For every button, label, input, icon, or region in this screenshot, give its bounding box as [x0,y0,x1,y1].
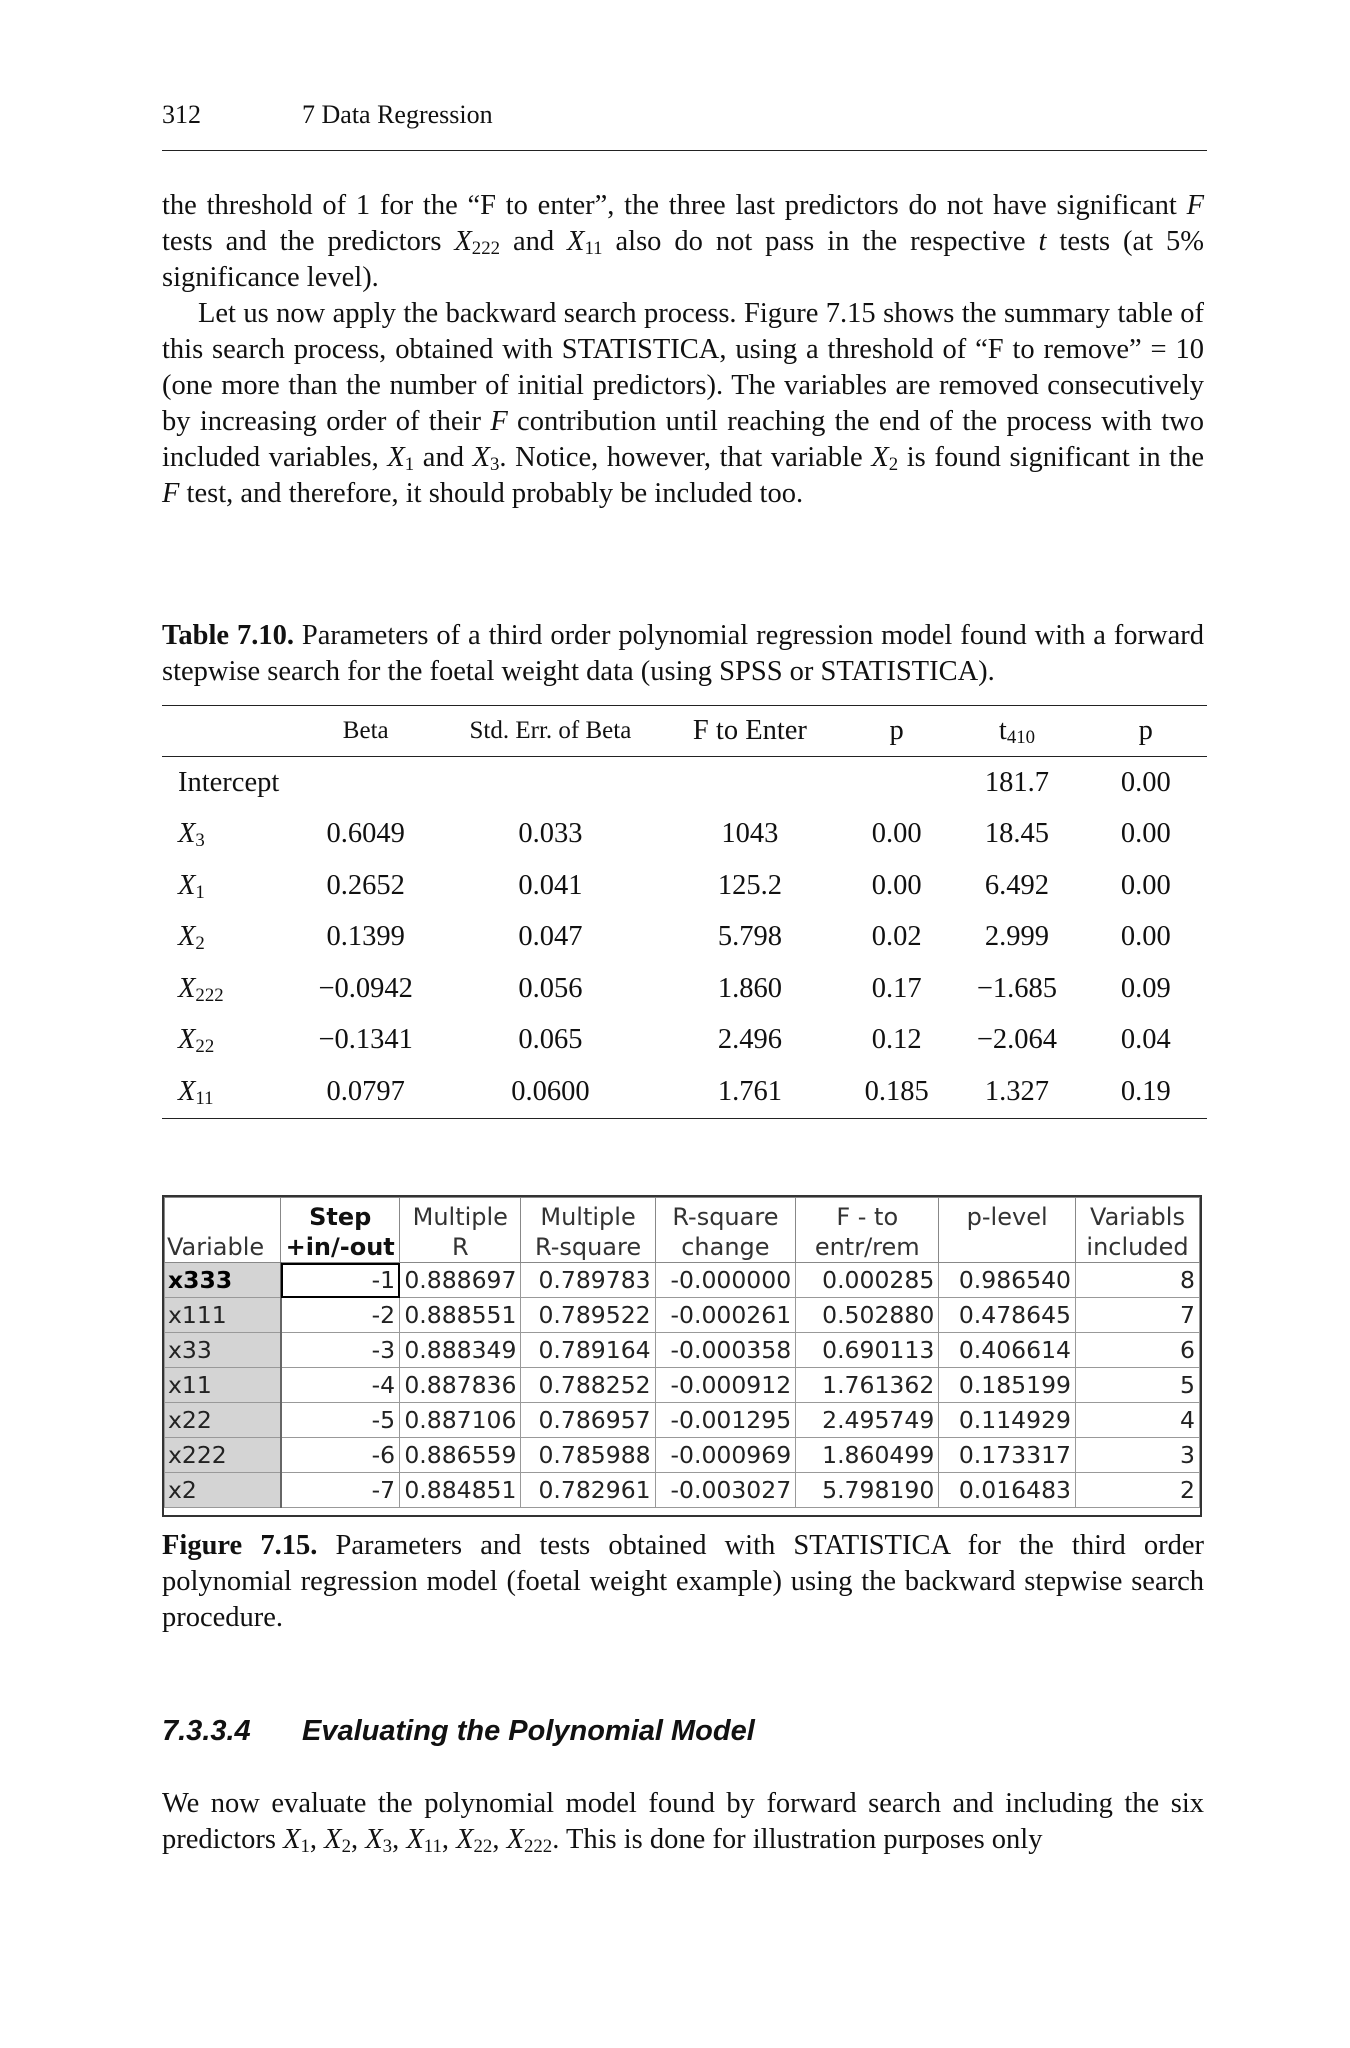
grid-row[interactable] [165,1403,1200,1438]
table-cell: 0.033 [518,818,583,850]
paragraph-3: We now evaluate the polynomial model found by forward search and including the six predictors $X_1$, $X_2$, $X_3$, $X_{11}$, $X_{22}$, $X_{222}$. This is done for illustration purposes only [162,1788,1204,1858]
page-number: 312 [162,100,201,129]
figure-7-15-statistica-grid [162,1195,1202,1517]
table-cell: 0.00 [1120,766,1171,798]
multiple-r-cell[interactable]: 0.887106 [400,1403,521,1438]
grid-header-variable[interactable]: Variable [165,1198,281,1263]
table-cell [844,757,950,809]
grid-row[interactable] [165,1438,1200,1473]
f-cell[interactable]: 5.798190 [796,1473,939,1508]
p-level-cell[interactable]: 0.478645 [939,1298,1076,1333]
table-caption: Table 7.10. Parameters of a third order polynomial regression model found with a forward stepwise search for the foetal weight data (using SPSS or STATISTICA). [162,620,1204,687]
paragraph-2: Let us now apply the backward search process. Figure 7.15 shows the summary table of this search process, obtained with STATISTICA, using a threshold of “F to remove” = 10 (one more than the number of initial predictors). The variables are removed consecutively by increasing order of their F contribution until reaching the end of the process with two included variables, $X_1$ and $X_3$. Notice, however, that variable $X_2$ is found significant in the F test, and therefore, it should probably be included too. [162,298,1205,509]
table-cell: 0.02 [871,921,922,953]
table-cell: 0.065 [518,1024,583,1056]
grid-row[interactable] [165,1333,1200,1368]
rsq-change-cell[interactable]: -0.000912 [655,1368,796,1403]
row-label: $X_{222}$ [178,972,224,1006]
grid-row-variable[interactable]: x33 [165,1333,281,1368]
grid-row-variable[interactable]: x22 [165,1403,281,1438]
paragraph-1: the threshold of 1 for the “F to enter”, the three last predictors do not have significant F tests and the predictors $X_{222}$ and $X_{11}$ also do not pass in the respective t tests (at 5% significance level). [162,190,1205,293]
rsq-change-cell[interactable]: -0.000969 [655,1438,796,1473]
f-cell[interactable]: 0.690113 [796,1333,939,1368]
f-cell[interactable]: 0.000285 [796,1263,939,1298]
section-title: Evaluating the Polynomial Model [302,1715,755,1747]
table-cell: 0.2652 [326,869,405,901]
table-row [162,1066,1207,1118]
row-label: Intercept [178,766,280,798]
rsq-change-cell[interactable]: -0.001295 [655,1403,796,1438]
table-cell: 2.999 [984,921,1050,953]
rsq-change-cell[interactable]: -0.000358 [655,1333,796,1368]
table-row [162,912,1207,964]
step-cell[interactable]: -1 [281,1263,400,1298]
grid-header-step[interactable]: Step +in/-out [281,1198,400,1263]
table-cell: −0.1341 [318,1024,413,1056]
p-level-cell[interactable]: 0.185199 [939,1368,1076,1403]
row-label: $X_{11}$ [162,1066,287,1118]
table-header-row [162,706,1207,757]
multiple-r-cell[interactable]: 0.888697 [400,1263,521,1298]
col-header-p: p [844,706,950,757]
multiple-r-cell[interactable]: 0.888349 [400,1333,521,1368]
step-cell[interactable]: -3 [281,1333,400,1368]
table-cell: 0.09 [1120,972,1171,1004]
step-cell[interactable]: -2 [281,1298,400,1333]
step-cell[interactable]: -6 [281,1438,400,1473]
rsq-change-cell[interactable]: -0.000261 [655,1298,796,1333]
rsq-change-cell[interactable]: -0.000000 [655,1263,796,1298]
included-cell[interactable]: 4 [1076,1403,1200,1438]
table-7-10 [162,705,1207,1119]
table-cell: −0.0942 [318,972,413,1004]
table-row [162,963,1207,1015]
table-cell: 181.7 [984,766,1050,798]
table-cell: 0.6049 [326,818,405,850]
section-number: 7.3.3.4 [162,1715,251,1747]
table-cell: 0.041 [518,869,583,901]
grid-row-variable[interactable]: x11 [165,1368,281,1403]
section-heading [162,1715,755,1748]
grid-row-variable[interactable]: x2 [165,1473,281,1508]
rsq-change-cell[interactable]: -0.003027 [655,1473,796,1508]
table-cell: 0.185 [844,1066,950,1118]
table-row [162,757,1207,809]
multiple-rsq-cell[interactable]: 0.789522 [521,1298,655,1333]
step-cell[interactable]: -5 [281,1403,400,1438]
row-label: $X_3$ [178,818,205,852]
table-row [162,1015,1207,1067]
table-cell: 1.327 [949,1066,1084,1118]
included-cell[interactable]: 3 [1076,1438,1200,1473]
grid-header-multiple-rsq[interactable]: Multiple R-square [521,1198,655,1263]
table-cell: 0.00 [1120,818,1171,850]
multiple-r-cell[interactable]: 0.888551 [400,1298,521,1333]
table-cell [656,757,844,809]
f-cell[interactable]: 1.761362 [796,1368,939,1403]
grid-header-f-to[interactable]: F - to entr/rem [796,1198,939,1263]
row-label: $X_2$ [178,921,205,955]
included-cell[interactable]: 6 [1076,1333,1200,1368]
table-cell [287,757,445,809]
multiple-r-cell[interactable]: 0.886559 [400,1438,521,1473]
table-cell: 5.798 [717,921,782,953]
table-cell: 0.00 [1120,921,1171,953]
included-cell[interactable]: 2 [1076,1473,1200,1508]
grid-row-variable[interactable]: x222 [165,1438,281,1473]
f-cell[interactable]: 1.860499 [796,1438,939,1473]
table-cell: 0.19 [1085,1066,1207,1118]
grid-header-multiple-r[interactable]: Multiple R [400,1198,521,1263]
table-cell: 0.047 [518,921,583,953]
table-cell: 18.45 [984,818,1050,850]
p-level-cell[interactable]: 0.406614 [939,1333,1076,1368]
table-cell: 2.496 [717,1024,782,1056]
table-cell: 125.2 [717,869,782,901]
grid-row[interactable] [165,1368,1200,1403]
table-cell: 0.0600 [445,1066,656,1118]
multiple-rsq-cell[interactable]: 0.789783 [521,1263,655,1298]
grid-header-rsq-change[interactable]: R-square change [655,1198,796,1263]
col-header-f-to-enter: F to Enter [656,706,844,757]
row-label: $X_{22}$ [178,1024,215,1058]
table-cell: 1043 [721,818,779,850]
included-cell[interactable]: 8 [1076,1263,1200,1298]
included-cell[interactable]: 7 [1076,1298,1200,1333]
col-header-p2: p [1085,706,1207,757]
table-cell: 1.761 [656,1066,844,1118]
table-cell: 0.17 [871,972,922,1004]
included-cell[interactable]: 5 [1076,1368,1200,1403]
table-cell: 6.492 [984,869,1050,901]
grid-row[interactable] [165,1473,1200,1508]
grid-row-variable[interactable]: x111 [165,1298,281,1333]
table-cell: 0.04 [1120,1024,1171,1056]
table-cell: 0.00 [1120,869,1171,901]
col-header-t: $t_{410}$ [949,706,1084,757]
table-cell [445,757,656,809]
p-level-cell[interactable]: 0.016483 [939,1473,1076,1508]
f-cell[interactable]: 2.495749 [796,1403,939,1438]
table-cell: −2.064 [976,1024,1058,1056]
table-row [162,860,1207,912]
p-level-cell[interactable]: 0.986540 [939,1263,1076,1298]
f-cell[interactable]: 0.502880 [796,1298,939,1333]
multiple-rsq-cell[interactable]: 0.782961 [521,1473,655,1508]
step-cell[interactable]: -4 [281,1368,400,1403]
p-level-cell[interactable]: 0.114929 [939,1403,1076,1438]
table-cell: 0.056 [518,972,583,1004]
table-cell: 0.0797 [287,1066,445,1118]
col-header-stderr: Std. Err. of Beta [445,706,656,757]
stepwise-summary-grid [164,1197,1200,1508]
table-cell: 1.860 [717,972,782,1004]
col-header-label [162,706,287,757]
row-label: $X_1$ [178,869,205,903]
grid-row[interactable] [165,1298,1200,1333]
multiple-r-cell[interactable]: 0.884851 [400,1473,521,1508]
grid-header-variables-included[interactable]: Variabls included [1076,1198,1200,1263]
col-header-beta: Beta [287,706,445,757]
table-cell: 0.00 [871,818,922,850]
p-level-cell[interactable]: 0.173317 [939,1438,1076,1473]
multiple-rsq-cell[interactable]: 0.788252 [521,1368,655,1403]
grid-header-row [165,1198,1200,1263]
multiple-r-cell[interactable]: 0.887836 [400,1368,521,1403]
grid-header-p-level[interactable]: p-level [939,1198,1076,1263]
table-cell: 0.12 [871,1024,922,1056]
running-header [162,100,1207,151]
figure-caption: Figure 7.15. Parameters and tests obtained with STATISTICA for the third order polynomial regression model (foetal weight example) using the backward stepwise search procedure. [162,1530,1204,1633]
table-row [162,809,1207,861]
grid-row[interactable] [165,1263,1200,1298]
grid-row-variable[interactable]: x333 [165,1263,281,1298]
multiple-rsq-cell[interactable]: 0.785988 [521,1438,655,1473]
table-cell: 0.1399 [326,921,405,953]
chapter-title: 7 Data Regression [302,100,493,129]
table-cell: −1.685 [976,972,1058,1004]
table-cell: 0.00 [871,869,922,901]
step-cell[interactable]: -7 [281,1473,400,1508]
multiple-rsq-cell[interactable]: 0.786957 [521,1403,655,1438]
multiple-rsq-cell[interactable]: 0.789164 [521,1333,655,1368]
